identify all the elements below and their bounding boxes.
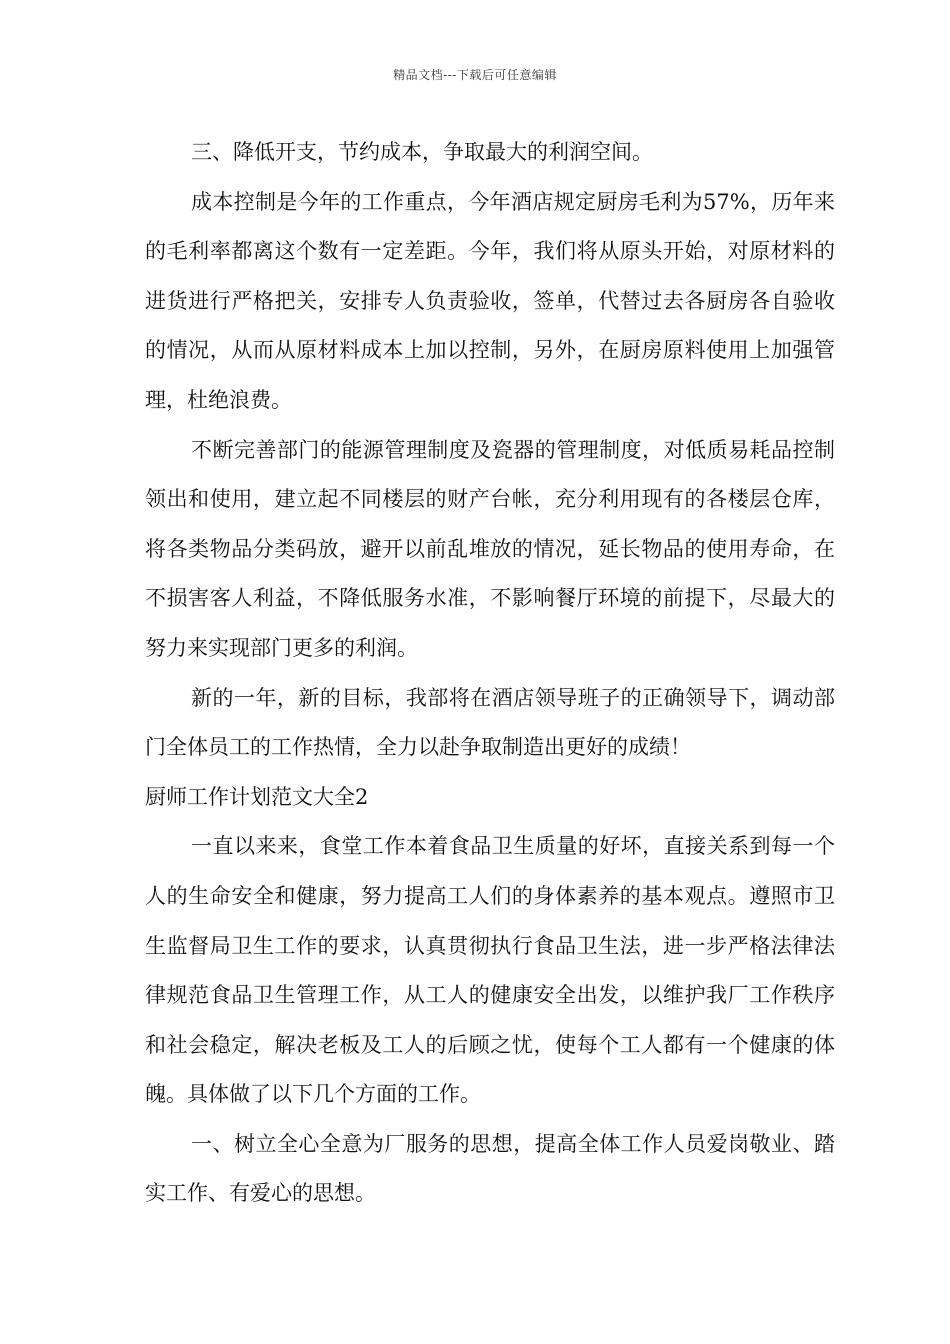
document-body [145,128,835,1219]
paragraph: 成本控制是今年的工作重点，今年酒店规定厨房毛利为57%，历年来的毛利率都离这个数有一定差距。今年，我们将从原头开始，对原材料的进货进行严格把关，安排专人负责验收，签单，代替过去各厨房各自验收的情况，从而从原材料成本上加以控制，另外，在厨房原料使用上加强管理，杜绝浪费。 [145,189,835,412]
page-header: 精品文档---下载后可任意编辑 [393,68,557,82]
paragraph: 一直以来来，食堂工作本着食品卫生质量的好坏，直接关系到每一个人的生命安全和健康，努力提高工人们的身体素养的基本观点。遵照市卫生监督局卫生工作的要求，认真贯彻执行食品卫生法，进一步严格法律法律规范食品卫生管理工作，从工人的健康安全出发，以维护我厂工作秩序和社会稳定，解决老板及工人的后顾之忧，使每个工人都有一个健康的体魄。具体做了以下几个方面的工作。 [145,834,835,1107]
paragraph: 新的一年，新的目标，我部将在酒店领导班子的正确领导下，调动部门全体员工的工作热情，全力以赴争取制造出更好的成绩！ [145,685,835,760]
paragraph: 一、树立全心全意为厂服务的思想，提高全体工作人员爱岗敬业、踏实工作、有爱心的思想。 [145,1131,835,1206]
section-heading: 厨师工作计划范文大全2 [145,784,369,809]
paragraph: 不断完善部门的能源管理制度及瓷器的管理制度，对低质易耗品控制领出和使用，建立起不同楼层的财产台帐，充分利用现有的各楼层仓库，将各类物品分类码放，避开以前乱堆放的情况，延长物品的使用寿命，在不损害客人利益，不降低服务水准，不影响餐厅环境的前提下，尽最大的努力来实现部门更多的利润。 [145,437,835,660]
paragraph: 三、降低开支，节约成本，争取最大的利润空间。 [191,140,653,164]
